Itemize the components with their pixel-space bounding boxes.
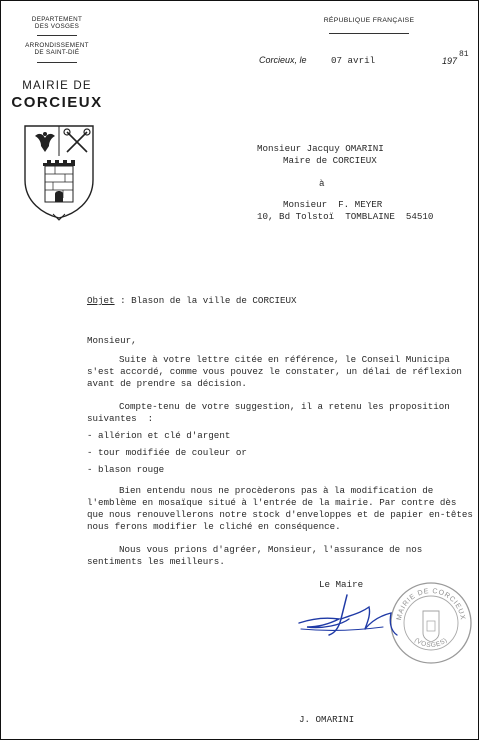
sender-line-2: Maire de CORCIEUX <box>283 155 377 166</box>
divider-line <box>37 62 77 63</box>
signature-icon <box>293 589 413 645</box>
town-name: CORCIEUX <box>11 94 103 111</box>
divider-line <box>37 35 77 36</box>
signatory-name: J. OMARINI <box>299 714 355 725</box>
list-item: - blason rouge <box>87 464 165 475</box>
paragraph-3-line-4: nous ferons modifier le cliché en conséquence. <box>87 521 341 532</box>
subject-text: : Blason de la ville de CORCIEUX <box>120 295 297 306</box>
paragraph-3-line-3: que nous renouvellerons notre stock d'enveloppes et de papier en-têtes <box>87 509 473 520</box>
list-item: - tour modifiée de couleur or <box>87 447 247 458</box>
paragraph-1-line-2: s'est accordé, comme vous pouvez le constater, un délai de réflexion <box>87 366 462 377</box>
paragraph-2-line-1: Compte-tenu de votre suggestion, il a retenu les proposition <box>119 401 450 412</box>
paragraph-3-line-1: Bien entendu nous ne procèderons pas à la modification de <box>119 485 434 496</box>
subject-label: Objet <box>87 295 115 306</box>
republic-label: RÉPUBLIQUE FRANÇAISE <box>323 17 415 24</box>
paragraph-3-line-2: l'emblème en mosaïque situé à l'entrée de la mairie. Par contre dès <box>87 497 457 508</box>
salutation: Monsieur, <box>87 335 137 346</box>
arrondissement-line-1: ARRONDISSEMENT <box>25 42 89 49</box>
department-line-1: DEPARTEMENT <box>31 16 83 23</box>
paragraph-4-line-2: sentiments les meilleurs. <box>87 556 225 567</box>
date-year: 197 <box>442 56 458 66</box>
recipient-line-2: 10, Bd Tolstoï TOMBLAINE 54510 <box>257 211 434 222</box>
paragraph-1-line-1: Suite à votre lettre citée en référence, le Conseil Municipa <box>119 354 450 365</box>
arrondissement-block <box>13 42 101 56</box>
divider-line <box>329 33 409 34</box>
mairie-de-label: MAIRIE DE <box>22 80 92 92</box>
recipient-line-1: Monsieur F. MEYER <box>283 199 383 210</box>
coat-of-arms-icon <box>21 122 97 222</box>
paragraph-4-line-1: Nous vous prions d'agréer, Monsieur, l'assurance de nos <box>119 544 423 555</box>
date-year-overwrite: 81 <box>459 50 469 59</box>
stamp-bottom-text: (VOSGES) <box>412 636 450 650</box>
closing-title: Le Maire <box>319 579 364 590</box>
department-block <box>13 16 101 30</box>
subject-line <box>87 295 297 306</box>
arrondissement-line-2: DE SAINT-DIÉ <box>34 49 80 56</box>
date-place: Corcieux, le <box>259 55 307 65</box>
date-day-month: 07 avril <box>331 55 376 66</box>
stamp-top-text: MAIRIE DE CORCIEUX <box>396 587 466 621</box>
paragraph-2-line-2: suivantes : <box>87 413 154 424</box>
list-item: - allérion et clé d'argent <box>87 430 231 441</box>
department-line-2: DES VOSGES <box>34 23 80 30</box>
sender-line-1: Monsieur Jacquy OMARINI <box>257 143 384 154</box>
paragraph-1-line-3: avant de prendre sa décision. <box>87 378 247 389</box>
to-word: à <box>319 178 325 189</box>
